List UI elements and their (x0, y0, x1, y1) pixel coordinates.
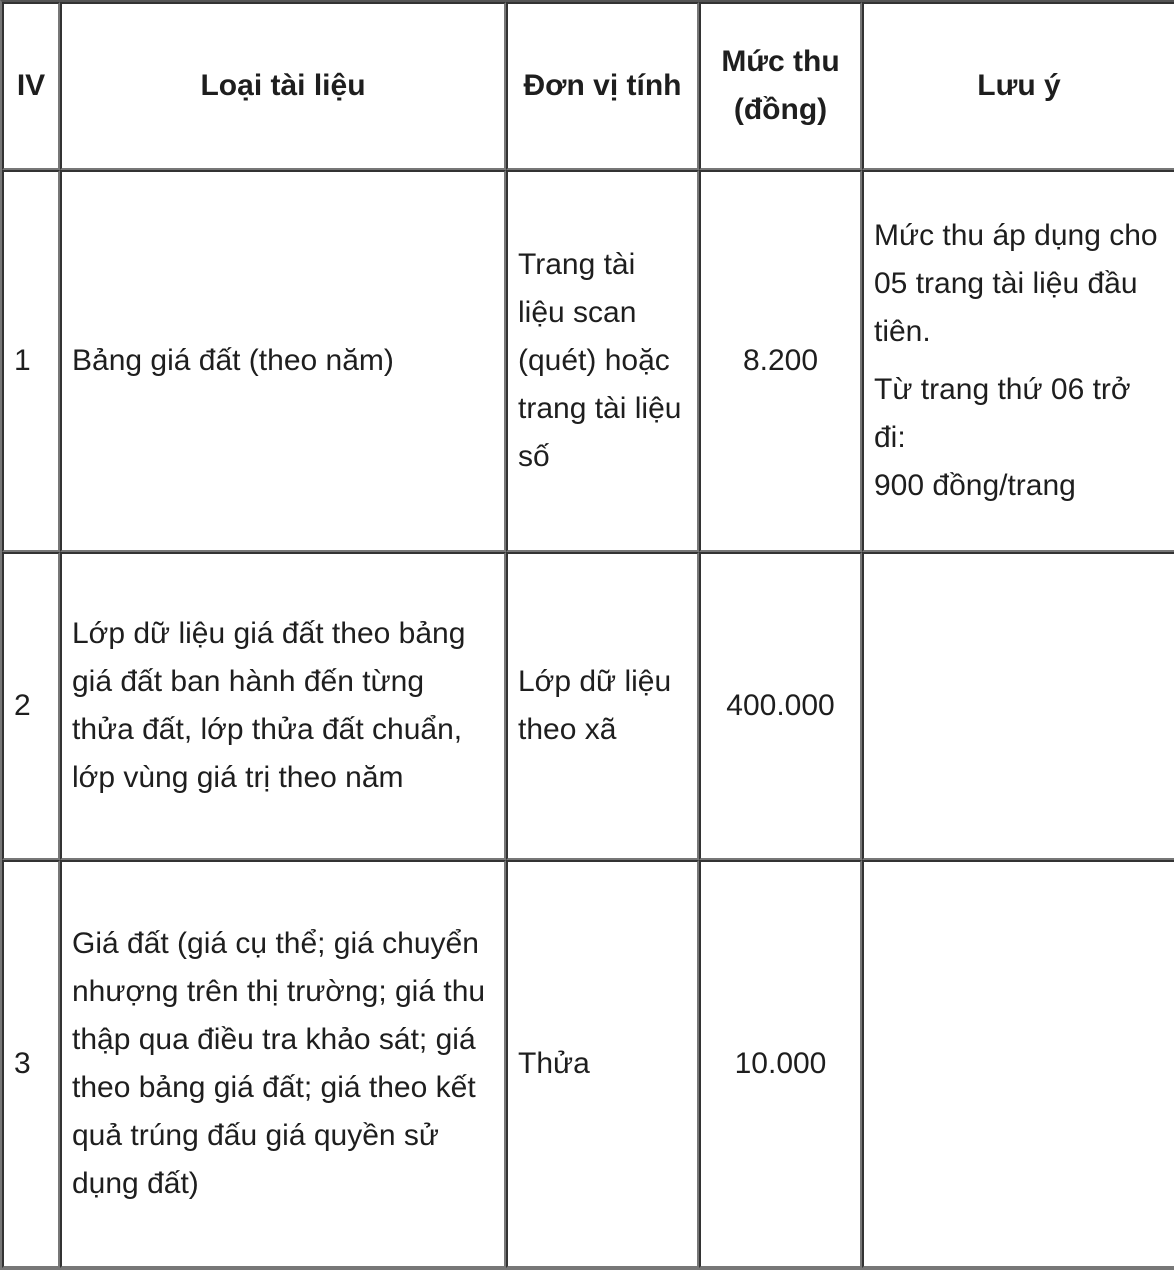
document-type-cell: Lớp dữ liệu giá đất theo bảng giá đất ban hành đến từng thửa đất, lớp thửa đất chuẩn, lớp vùng giá trị theo năm (60, 552, 506, 860)
header-section: IV (2, 2, 60, 170)
note-cell (862, 552, 1174, 860)
note-cell (862, 860, 1174, 1268)
fee-cell: 8.200 (699, 170, 862, 552)
table-row (2, 860, 1174, 1268)
row-number: 3 (2, 860, 60, 1268)
table-header-row (2, 2, 1174, 170)
unit-cell: Lớp dữ liệu theo xã (506, 552, 699, 860)
note-paragraph: Mức thu áp dụng cho 05 trang tài liệu đầu tiên. (874, 219, 1158, 348)
unit-cell: Thửa (506, 860, 699, 1268)
document-type-cell: Bảng giá đất (theo năm) (60, 170, 506, 552)
fee-cell: 400.000 (699, 552, 862, 860)
header-document-type: Loại tài liệu (60, 2, 506, 170)
fee-cell: 10.000 (699, 860, 862, 1268)
header-fee: Mức thu (đồng) (699, 2, 862, 170)
table-row (2, 552, 1174, 860)
document-type-cell: Giá đất (giá cụ thể; giá chuyển nhượng trên thị trường; giá thu thập qua điều tra khảo sát; giá theo bảng giá đất; giá theo kết quả trúng đấu giá quyền sử dụng đất) (60, 860, 506, 1268)
table-row (2, 170, 1174, 552)
row-number: 1 (2, 170, 60, 552)
note-line: 900 đồng/trang (874, 469, 1076, 502)
header-unit: Đơn vị tính (506, 2, 699, 170)
row-number: 2 (2, 552, 60, 860)
note-paragraph (874, 366, 1164, 510)
note-line: Từ trang thứ 06 trở đi: (874, 373, 1131, 454)
header-note: Lưu ý (862, 2, 1174, 170)
unit-cell: Trang tài liệu scan (quét) hoặc trang tài liệu số (506, 170, 699, 552)
note-cell (862, 170, 1174, 552)
